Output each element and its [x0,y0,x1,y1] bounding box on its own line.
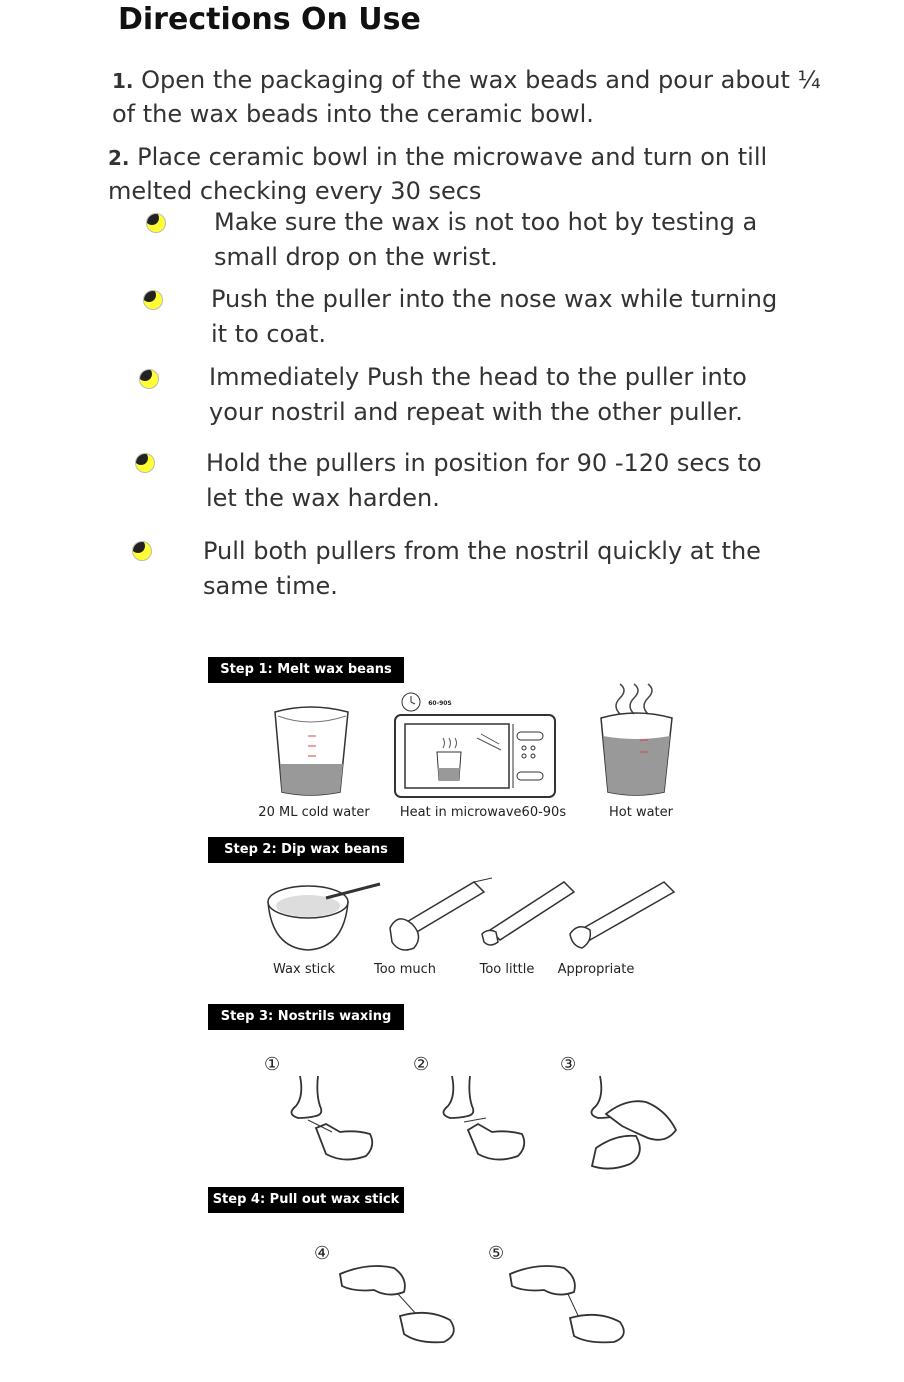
bullet-line1: Immediately Push the head to the puller into [209,363,747,391]
marker-2: ② [413,1054,430,1075]
marker-4: ④ [314,1243,331,1264]
instruction-step-2 [108,141,868,208]
pull-stick-1-icon [338,1258,462,1346]
marker-3: ③ [560,1054,577,1075]
bullet-dot [135,453,155,473]
caption-appropriate: Appropriate [557,962,635,977]
microwave-icon [393,690,558,800]
nose-insert-1-icon [286,1074,382,1166]
step-text-line2: melted checking every 30 secs [108,177,482,205]
step-number: 2. [108,146,130,170]
nose-hold-icon [586,1074,682,1174]
step-number: 1. [112,69,134,93]
caption-microwave: Heat in microwave60-90s [399,805,567,820]
step-text-line1: Place ceramic bowl in the microwave and turn on till [129,143,768,171]
bullet-line2: let the wax harden. [206,484,440,512]
caption-hot-water: Hot water [609,805,673,820]
bullet-item [206,446,846,516]
caption-cold-water: 20 ML cold water [258,805,370,820]
bullet-dot [132,541,152,561]
bullet-line1: Hold the pullers in position for 90 -120 secs to [206,449,762,477]
wax-bowl-icon [266,878,384,958]
pull-stick-2-icon [508,1258,632,1346]
bullet-dot [146,213,166,233]
bullet-item [211,282,851,352]
bullet-item [203,534,843,604]
cold-water-beaker-icon [270,706,355,798]
bullet-item [214,205,854,275]
marker-5: ⑤ [488,1243,505,1264]
bullet-line2: it to coat. [211,320,327,348]
bullet-line2: your nostril and repeat with the other puller. [209,398,743,426]
caption-too-much: Too much [373,962,437,977]
bullet-line1: Make sure the wax is not too hot by testing a [214,208,758,236]
step-text-line2: of the wax beads into the ceramic bowl. [112,100,594,128]
marker-1: ① [264,1054,281,1075]
caption-too-little: Too little [479,962,535,977]
bullet-dot [143,290,163,310]
bullet-item [209,360,849,430]
stick-appropriate-icon [566,872,684,952]
nose-insert-2-icon [438,1074,534,1166]
step2-label: Step 2: Dip wax beans [208,837,404,863]
bullet-line2: small drop on the wrist. [214,243,498,271]
step3-label: Step 3: Nostrils waxing [208,1004,404,1030]
bullet-dot [139,369,159,389]
hot-water-beaker-icon [598,684,678,798]
bullet-line1: Pull both pullers from the nostril quickly at the [203,537,761,565]
instruction-step-1 [112,64,872,131]
timer-label: 60-90S [428,700,452,707]
caption-wax-stick: Wax stick [273,962,335,977]
bullet-line1: Push the puller into the nose wax while turning [211,285,778,313]
step1-label: Step 1: Melt wax beans [208,657,404,683]
step-text-line1: Open the packaging of the wax beads and pour about ¼ [133,66,821,94]
step4-label: Step 4: Pull out wax stick [208,1187,404,1213]
bullet-line2: same time. [203,572,338,600]
page-title: Directions On Use [118,2,421,37]
